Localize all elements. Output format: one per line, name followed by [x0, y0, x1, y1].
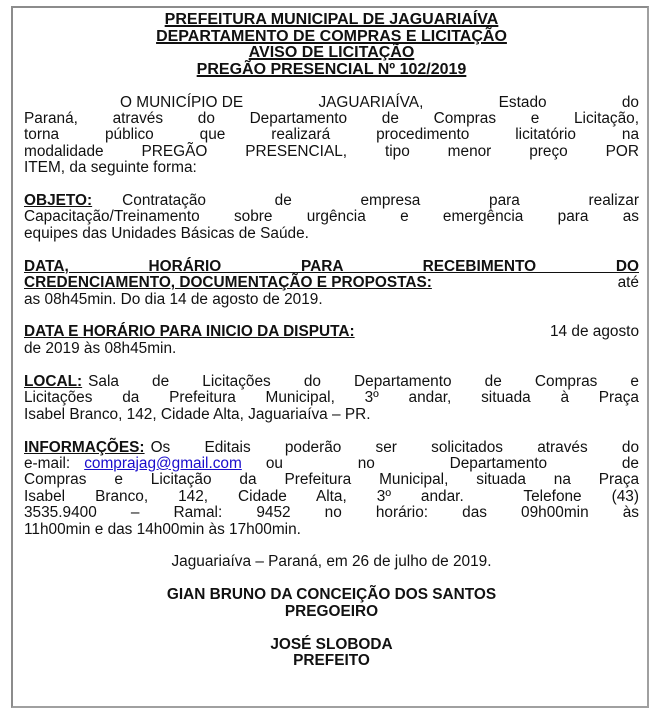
signature-name: GIAN BRUNO DA CONCEIÇÃO DOS SANTOS	[166, 586, 497, 604]
disputa-text: 14 de agosto	[550, 323, 639, 341]
local-text: Sala de Licitações do Departamento de Compras e	[88, 372, 639, 390]
intro-text: do	[621, 93, 639, 111]
signature-name: JOSÉ SLOBODA	[270, 635, 393, 653]
recebimento-section	[24, 259, 639, 308]
disputa-text: de 2019 às 08h45min.	[24, 339, 177, 357]
local-text: Isabel Branco, 142, Cidade Alta, Jaguariaíva – PR.	[24, 405, 371, 423]
intro-text: Estado	[498, 93, 547, 111]
informacoes-section	[24, 440, 639, 538]
informacoes-text: Compras e Licitação da Prefeitura Municipal, situada na Praça	[24, 471, 639, 489]
informacoes-text: e-mail:	[24, 454, 71, 472]
closing-date: Jaguariaíva – Paraná, em 26 de julho de 2019.	[171, 553, 492, 571]
header-process-number: PREGÃO PRESENCIAL Nº 102/2019	[196, 60, 467, 78]
local-section	[24, 374, 639, 423]
signature-block	[24, 587, 639, 620]
header-notice-type: AVISO DE LICITAÇÃO	[248, 44, 415, 61]
objeto-label: OBJETO:	[24, 192, 93, 210]
recebimento-text: as 08h45min. Do dia 14 de agosto de 2019.	[24, 290, 323, 308]
informacoes-text: ou no Departamento de	[265, 454, 639, 472]
objeto-text: Capacitação/Treinamento sobre urgência e emergência para as	[24, 208, 639, 226]
local-text: Licitações da Prefeitura Municipal, 3º andar, situada à Praça	[24, 389, 639, 407]
intro-text: JAGUARIAÍVA,	[318, 93, 424, 111]
objeto-text: equipes das Unidades Básicas de Saúde.	[24, 224, 309, 242]
informacoes-text: 3535.9400 – Ramal: 9452 no horário: das 09h00min às	[24, 504, 639, 522]
recebimento-label: DATA, HORÁRIO PARA RECEBIMENTO DO	[24, 257, 639, 275]
intro-text: O MUNICÍPIO DE	[120, 93, 244, 111]
disputa-label: DATA E HORÁRIO PARA INICIO DA DISPUTA:	[24, 323, 355, 341]
intro-text: torna público que realizará procedimento licitatório na	[24, 126, 639, 144]
notice-header	[24, 12, 639, 78]
header-department: DEPARTAMENTO DE COMPRAS E LICITAÇÃO	[156, 27, 507, 45]
informacoes-text: Isabel Branco, 142, Cidade Alta, 3º andar. Telefone (43)	[24, 487, 639, 505]
local-label: LOCAL:	[24, 372, 83, 390]
informacoes-label: INFORMAÇÕES:	[24, 438, 145, 456]
objeto-text: Contratação de empresa para realizar	[122, 192, 639, 210]
disputa-section	[24, 324, 639, 357]
intro-paragraph	[24, 95, 639, 177]
email-link[interactable]: comprajag@gmail.com	[84, 454, 242, 472]
signature-block	[24, 637, 639, 670]
signature-role: PREGOEIRO	[284, 602, 379, 620]
header-municipality: PREFEITURA MUNICIPAL DE JAGUARIAÍVA	[164, 11, 499, 28]
notice-content	[24, 12, 639, 669]
intro-text: ITEM, da seguinte forma:	[24, 159, 197, 177]
intro-text: modalidade PREGÃO PRESENCIAL, tipo menor preço POR	[24, 142, 639, 160]
informacoes-text: Os Editais poderão ser solicitados através do	[150, 438, 639, 456]
signature-role: PREFEITO	[293, 652, 370, 670]
intro-text: Paraná, através do Departamento de Compras e Licitação,	[24, 109, 639, 127]
objeto-section	[24, 193, 639, 242]
recebimento-text: até	[617, 274, 639, 292]
recebimento-label: CREDENCIAMENTO, DOCUMENTAÇÃO E PROPOSTAS:	[24, 274, 432, 292]
informacoes-text: 11h00min e das 14h00min às 17h00min.	[24, 520, 301, 538]
